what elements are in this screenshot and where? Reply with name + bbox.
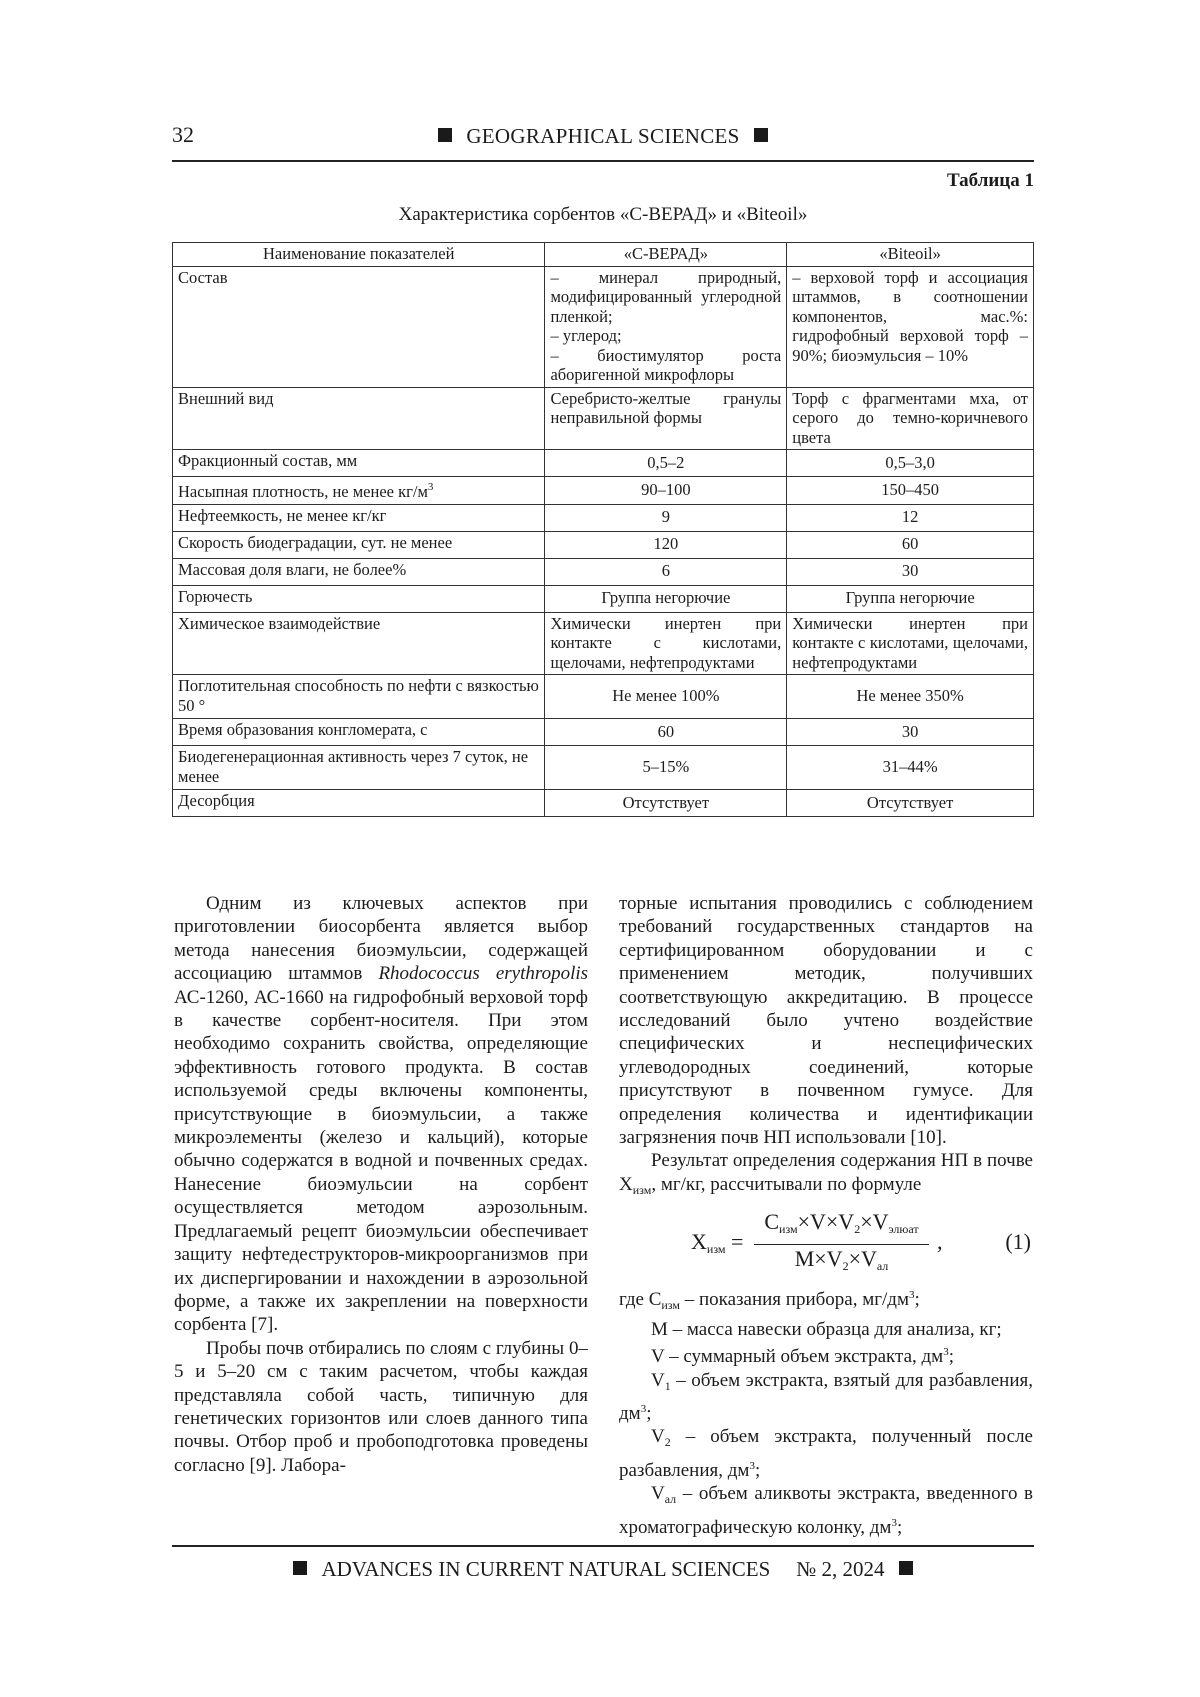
- paragraph-text: АС-1260, АС-1660 на гидрофобный верховой торф в качестве сорбент-носителя. При этом необходимо сохранить свойства, определяющие эффективность готового продукта. В состав используемой среды включены компоненты, присутствующие в биоэмульсии, а также микроэлементы (железо и кальций), которые обычно содержатся в водной и почвенных средах. Нанесение биоэмульсии на сорбент осуществляется методом аэрозольным. Предлагаемый рецепт биоэмульсии обеспечивает защиту нефтедеструкторов-микроорганизмов при их диспергировании и нахождении в аэрозольной форме, а также их закреплении на поверхности сорбента [7].: [174, 986, 588, 1336]
- table-caption: Характеристика сорбентов «С-ВЕРАД» и «Biteoil»: [398, 204, 808, 225]
- subscript: 1: [664, 1378, 671, 1393]
- cell-biteoil: Не менее 350%: [787, 675, 1034, 719]
- row-name: Поглотительная способность по нефти с вязкостью 50 °: [173, 675, 545, 719]
- table-row: [173, 504, 1034, 531]
- definition-text: M – масса навески образца для анализа, кг;: [651, 1318, 1002, 1340]
- formula-symbol: ×V: [848, 1245, 877, 1271]
- cell-biteoil: Химически инертен при контакте с кислотами, щелочами, нефтепродуктами: [787, 612, 1034, 675]
- cell-sverad: 0,5–2: [545, 450, 787, 477]
- formula-symbol: C: [764, 1209, 780, 1235]
- cell-sverad: 5–15%: [545, 746, 787, 790]
- running-head: [172, 124, 1034, 149]
- row-name: Состав: [173, 266, 545, 387]
- cell-biteoil: Группа негорючие: [787, 585, 1034, 612]
- running-title: GEOGRAPHICAL SCIENCES: [466, 124, 740, 148]
- row-name: Скорость биодеградации, сут. не менее: [173, 531, 545, 558]
- subscript: ал: [664, 1492, 677, 1507]
- cell-biteoil: 30: [787, 558, 1034, 585]
- definition: [619, 1284, 1033, 1317]
- square-bullet-icon: [438, 128, 452, 142]
- table-row: [173, 719, 1034, 746]
- definition-text: ;: [914, 1289, 920, 1311]
- cell-biteoil: 30: [787, 719, 1034, 746]
- definition-text: – объем аликвоты экстракта, введенного в хроматографическую колонку, дм: [619, 1483, 1033, 1538]
- column-header: «Biteoil»: [787, 243, 1034, 267]
- cell-sverad: Химически инертен при контакте с кислотами, щелочами, нефтепродуктами: [545, 612, 787, 675]
- square-bullet-icon: [754, 128, 768, 142]
- subscript: 2: [854, 1222, 861, 1237]
- cell-biteoil: 31–44%: [787, 746, 1034, 790]
- table-row: [173, 558, 1034, 585]
- subscript: изм: [661, 1298, 680, 1313]
- row-name: Массовая доля влаги, не более%: [173, 558, 545, 585]
- paragraph: [174, 1337, 588, 1477]
- cell-sverad: 6: [545, 558, 787, 585]
- table-row: [173, 450, 1034, 477]
- table-row: [173, 585, 1034, 612]
- cell-sverad: – минерал природный, модифицированный углеродной пленкой; – углерод; – биостимулятор роста аборигенной микрофлоры: [545, 266, 787, 387]
- paragraph-text: торные испытания проводились с соблюдением требований государственных стандартов на сертифицированном оборудовании и с применением методик, получивших соответствующую аккредитацию. В процессе исследований было учтено воздействие специфических и неспецифических углеводородных соединений, которые присутствуют в почвенном гумусе. Для определения количества и идентификации загрязнения почв НП использовали [10].: [619, 893, 1033, 1149]
- subscript: 2: [664, 1435, 671, 1450]
- row-name: Биодегенерационная активность через 7 суток, не менее: [173, 746, 545, 790]
- paragraph-continued: [619, 892, 1033, 1149]
- species-name: Rhodococcus erythropolis: [378, 963, 589, 985]
- formula-denominator: [754, 1245, 929, 1278]
- superscript: 3: [909, 1289, 915, 1302]
- cell-sverad: 120: [545, 531, 787, 558]
- definition-text: где C: [619, 1289, 662, 1311]
- definition-text: V: [651, 1426, 665, 1448]
- cell-biteoil: Отсутствует: [787, 790, 1034, 817]
- definition: [619, 1369, 1033, 1426]
- formula-number: (1): [1005, 1229, 1031, 1255]
- paragraph-text: Одним из ключевых аспектов при приготовлении биосорбента является выбор метода нанесения биоэмульсии, содержащей ассоциацию штаммов: [174, 893, 588, 985]
- definition: [619, 1425, 1033, 1482]
- cell-biteoil: Торф с фрагментами мха, от серого до темно-коричневого цвета: [787, 387, 1034, 450]
- definition: [619, 1318, 1033, 1341]
- subscript: 2: [842, 1258, 849, 1273]
- row-name: Фракционный состав, мм: [173, 450, 545, 477]
- cell-sverad: 60: [545, 719, 787, 746]
- definition-text: V – суммарный объем экстракта, дм: [651, 1346, 944, 1368]
- cell-biteoil: 60: [787, 531, 1034, 558]
- page-footer: [172, 1545, 1034, 1591]
- definition: [619, 1341, 1033, 1368]
- page-header: [172, 118, 1034, 162]
- row-name: Химическое взаимодействие: [173, 612, 545, 675]
- superscript: 3: [749, 1459, 755, 1472]
- definition-text: – объем экстракта, полученный после разбавления, дм: [619, 1426, 1033, 1481]
- table-row: [173, 477, 1034, 505]
- formula-comma: ,: [937, 1229, 943, 1255]
- row-name: Нефтеемкость, не менее кг/кг: [173, 504, 545, 531]
- cell-sverad: Серебристо-желтые гранулы неправильной формы: [545, 387, 787, 450]
- cell-biteoil: 12: [787, 504, 1034, 531]
- paragraph-text: , мг/кг, рассчитывали по формуле: [651, 1173, 922, 1195]
- table-row: [173, 612, 1034, 675]
- cell-biteoil: 0,5–3,0: [787, 450, 1034, 477]
- page-number: 32: [172, 122, 194, 147]
- formula-numerator: [754, 1210, 929, 1244]
- table-row: [173, 387, 1034, 450]
- formula-fraction: [754, 1210, 929, 1278]
- formula-1: [619, 1210, 1033, 1278]
- formula-symbol: X: [691, 1229, 707, 1255]
- paragraph: [174, 892, 588, 1337]
- square-bullet-icon: [293, 1561, 307, 1575]
- row-name: Десорбция: [173, 790, 545, 817]
- column-header: Наименование показателей: [173, 243, 545, 267]
- row-name: Время образования конгломерата, с: [173, 719, 545, 746]
- definition-text: – объем экстракта, взятый для разбавления, дм: [619, 1369, 1033, 1424]
- table-row: [173, 790, 1034, 817]
- definition-text: – показания прибора, мг/дм: [679, 1289, 909, 1311]
- journal-title: ADVANCES IN CURRENT NATURAL SCIENCES: [321, 1557, 771, 1581]
- table-row: [173, 746, 1034, 790]
- formula-symbol: ×V: [860, 1209, 889, 1235]
- table-header-row: [173, 243, 1034, 267]
- cell-biteoil: – верховой торф и ассоциация штаммов, в соотношении компонентов, мас.%: гидрофобный верховой торф – 90%; биоэмульсия – 10%: [787, 266, 1034, 387]
- square-bullet-icon: [899, 1561, 913, 1575]
- table-label: Таблица 1: [946, 170, 1034, 191]
- definition-text: ;: [948, 1346, 954, 1368]
- definition-text: V: [651, 1369, 665, 1391]
- formula-lhs: $X_{изм}$ =: [691, 1229, 744, 1257]
- definition: [619, 1482, 1033, 1539]
- paragraph-text: Пробы почв отбирались по слоям с глубины 0–5 и 5–20 см с таким расчетом, чтобы каждая представляла собой часть, типичную для генетических горизонтов или слоев данного типа почвы. Отбор проб и пробоподготовка проведены согласно [9]. Лабора-: [174, 1337, 588, 1476]
- definition-text: V: [651, 1483, 665, 1505]
- cell-sverad: Не менее 100%: [545, 675, 787, 719]
- row-name: Внешний вид: [173, 387, 545, 450]
- paragraph-text: Результат определения содержания НП в почве X: [619, 1150, 1033, 1195]
- cell-biteoil: 150–450: [787, 477, 1034, 505]
- definition-text: ;: [896, 1516, 903, 1538]
- row-name-text: Насыпная плотность, не менее кг/м: [178, 482, 428, 501]
- cell-sverad: 9: [545, 504, 787, 531]
- definition-text: ;: [646, 1402, 652, 1424]
- cell-sverad: 90–100: [545, 477, 787, 505]
- subscript: изм: [632, 1182, 652, 1197]
- definition-text: ;: [754, 1459, 761, 1481]
- table-row: [173, 266, 1034, 387]
- text-column-right: [619, 892, 1033, 1539]
- column-header: «С-ВЕРАД»: [545, 243, 787, 267]
- row-name: [173, 477, 545, 505]
- subscript: элюат: [888, 1222, 919, 1237]
- text-column-left: [174, 892, 588, 1477]
- superscript: 3: [943, 1346, 949, 1359]
- superscript: 3: [640, 1402, 647, 1415]
- issue-number: № 2, 2024: [796, 1557, 885, 1581]
- formula-symbol: M×V: [794, 1245, 843, 1271]
- cell-sverad: Группа негорючие: [545, 585, 787, 612]
- superscript: 3: [891, 1516, 897, 1529]
- table-row: [173, 675, 1034, 719]
- row-name: Горючесть: [173, 585, 545, 612]
- table-row: [173, 531, 1034, 558]
- paragraph: [619, 1149, 1033, 1202]
- superscript: 3: [427, 481, 434, 493]
- subscript: ал: [876, 1258, 889, 1273]
- subscript: изм: [706, 1242, 726, 1257]
- sorbent-characteristics-table: [172, 242, 1034, 817]
- formula-symbol: ×V×V: [797, 1209, 855, 1235]
- subscript: изм: [779, 1222, 798, 1237]
- cell-sverad: Отсутствует: [545, 790, 787, 817]
